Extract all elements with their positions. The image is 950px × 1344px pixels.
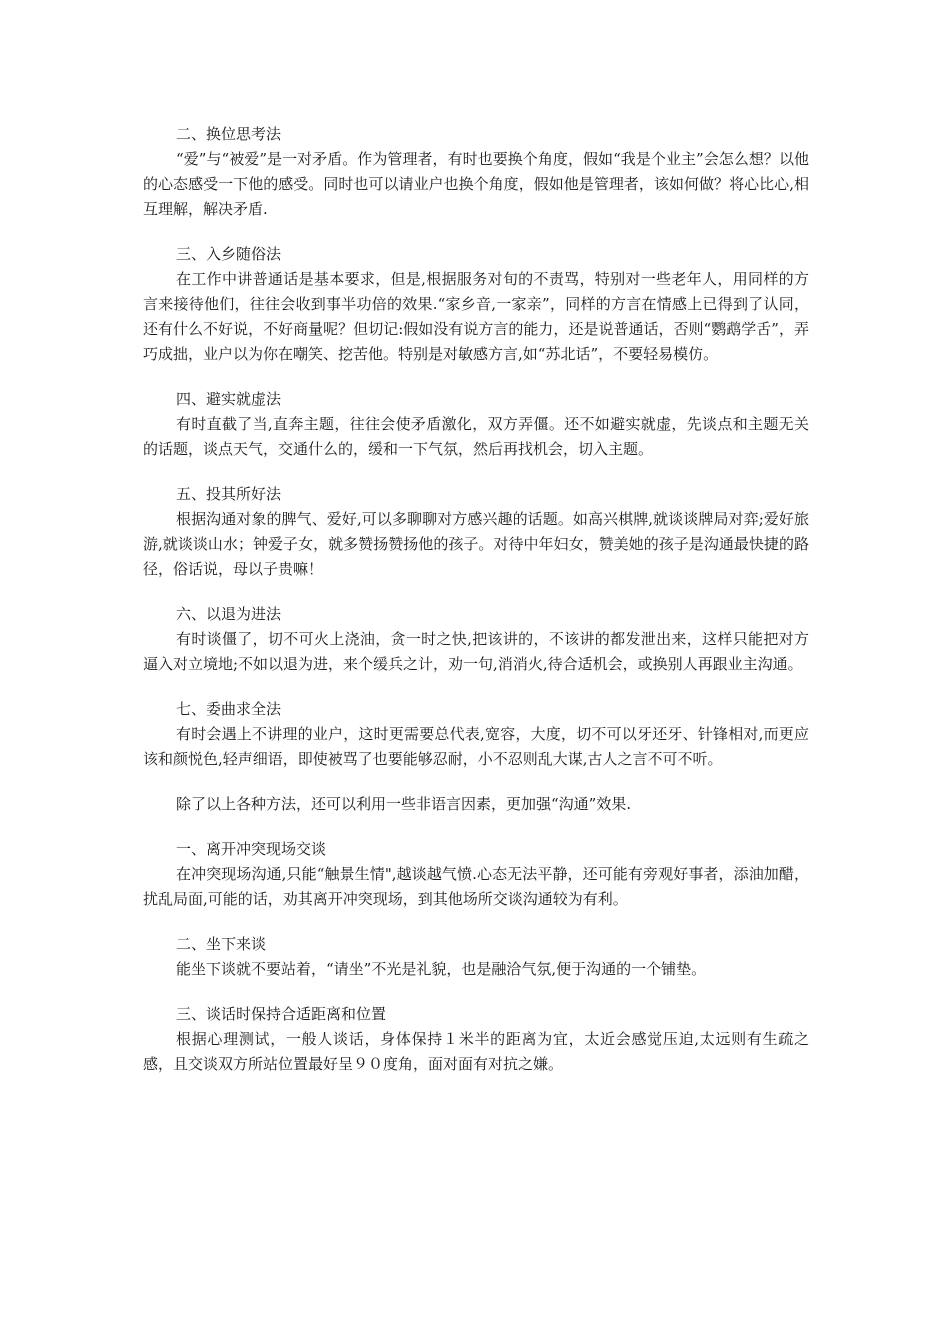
section-paragraph: 根据心理测试，一般人谈话，身体保持１米半的距离为宜，太近会感觉压迫,太远则有生疏之感，且交谈双方所站位置最好呈９０度角，面对面有对抗之嫌。 (143, 1030, 809, 1073)
section-paragraph: “爱”与“被爱”是一对矛盾。作为管理者，有时也要换个角度，假如“我是个业主”会怎么想？以他的心态感受一下他的感受。同时也可以请业户也换个角度，假如他是管理者，该如何做？将心比心,相互理解，解决矛盾. (143, 150, 809, 218)
section-paragraph: 有时会遇上不讲理的业户，这时更需要总代表,宽容，大度，切不可以牙还牙、针锋相对,而更应该和颜悦色,轻声细语，即使被骂了也要能够忍耐，小不忍则乱大谋,古人之言不可不听。 (143, 725, 809, 768)
section-heading: 二、坐下来谈 (176, 935, 267, 953)
section-avoid-direct (143, 387, 809, 462)
section-heading: 五、投其所好法 (176, 485, 282, 503)
section-heading: 四、避实就虚法 (176, 390, 282, 408)
section-cater-interests (143, 482, 809, 582)
section-paragraph: 根据沟通对象的脾气、爱好,可以多聊聊对方感兴趣的话题。如高兴棋牌,就谈谈牌局对弈;爱好旅游,就谈谈山水；钟爱子女，就多赞扬赞扬他的孩子。对待中年妇女，赞美她的孩子是沟通最快捷的路径，俗话说，母以子贵嘛！ (143, 510, 809, 578)
section-paragraph: 有时谈僵了，切不可火上浇油，贪一时之快,把该讲的，不该讲的都发泄出来，这样只能把对方逼入对立境地;不如以退为进，来个缓兵之计，劝一句,消消火,待合适机会，或换别人再跟业主沟通。 (143, 630, 809, 673)
section-nonverbal-intro (143, 792, 809, 817)
section-paragraph: 除了以上各种方法，还可以利用一些非语言因素，更加强“沟通”效果. (176, 795, 632, 813)
section-local-customs (143, 242, 809, 367)
section-paragraph: 在工作中讲普通话是基本要求，但是,根据服务对旬的不责骂，特别对一些老年人，用同样的方言来接待他们，往往会收到事半功倍的效果.“家乡音,一家亲”，同样的方言在情感上已得到了认同，还有什么不好说，不好商量呢？但切记:假如没有说方言的能力，还是说普通话，否则“鹦鹉学舌”，弄巧成拙，业户以为你在嘲笑、挖苦他。特别是对敏感方言,如“苏北话”，不要轻易模仿。 (143, 270, 809, 363)
section-leave-scene (143, 837, 809, 912)
section-heading: 六、以退为进法 (176, 605, 282, 623)
section-heading: 二、换位思考法 (176, 125, 282, 143)
section-heading: 三、谈话时保持合适距离和位置 (176, 1005, 387, 1023)
section-distance-position (143, 1002, 809, 1077)
section-heading: 七、委曲求全法 (176, 700, 282, 718)
section-heading: 三、入乡随俗法 (176, 245, 282, 263)
section-perspective-taking (143, 122, 809, 222)
section-sit-down (143, 932, 809, 982)
section-paragraph: 能坐下谈就不要站着，“请坐”不光是礼貌，也是融洽气氛,便于沟通的一个铺垫。 (176, 960, 707, 978)
section-retreat-to-advance (143, 602, 809, 677)
section-paragraph: 在冲突现场沟通,只能“触景生情",越谈越气愤.心态无法平静，还可能有旁观好事者，添油加醋，扰乱局面,可能的话，劝其离开冲突现场，到其他场所交谈沟通较为有利。 (143, 865, 809, 908)
section-paragraph: 有时直截了当,直奔主题，往往会使矛盾激化，双方弄僵。还不如避实就虚，先谈点和主题无关的话题，谈点天气，交通什么的，缓和一下气氛，然后再找机会，切入主题。 (143, 415, 809, 458)
document-page (143, 122, 809, 1097)
section-heading: 一、离开冲突现场交谈 (176, 840, 327, 858)
section-compromise (143, 697, 809, 772)
